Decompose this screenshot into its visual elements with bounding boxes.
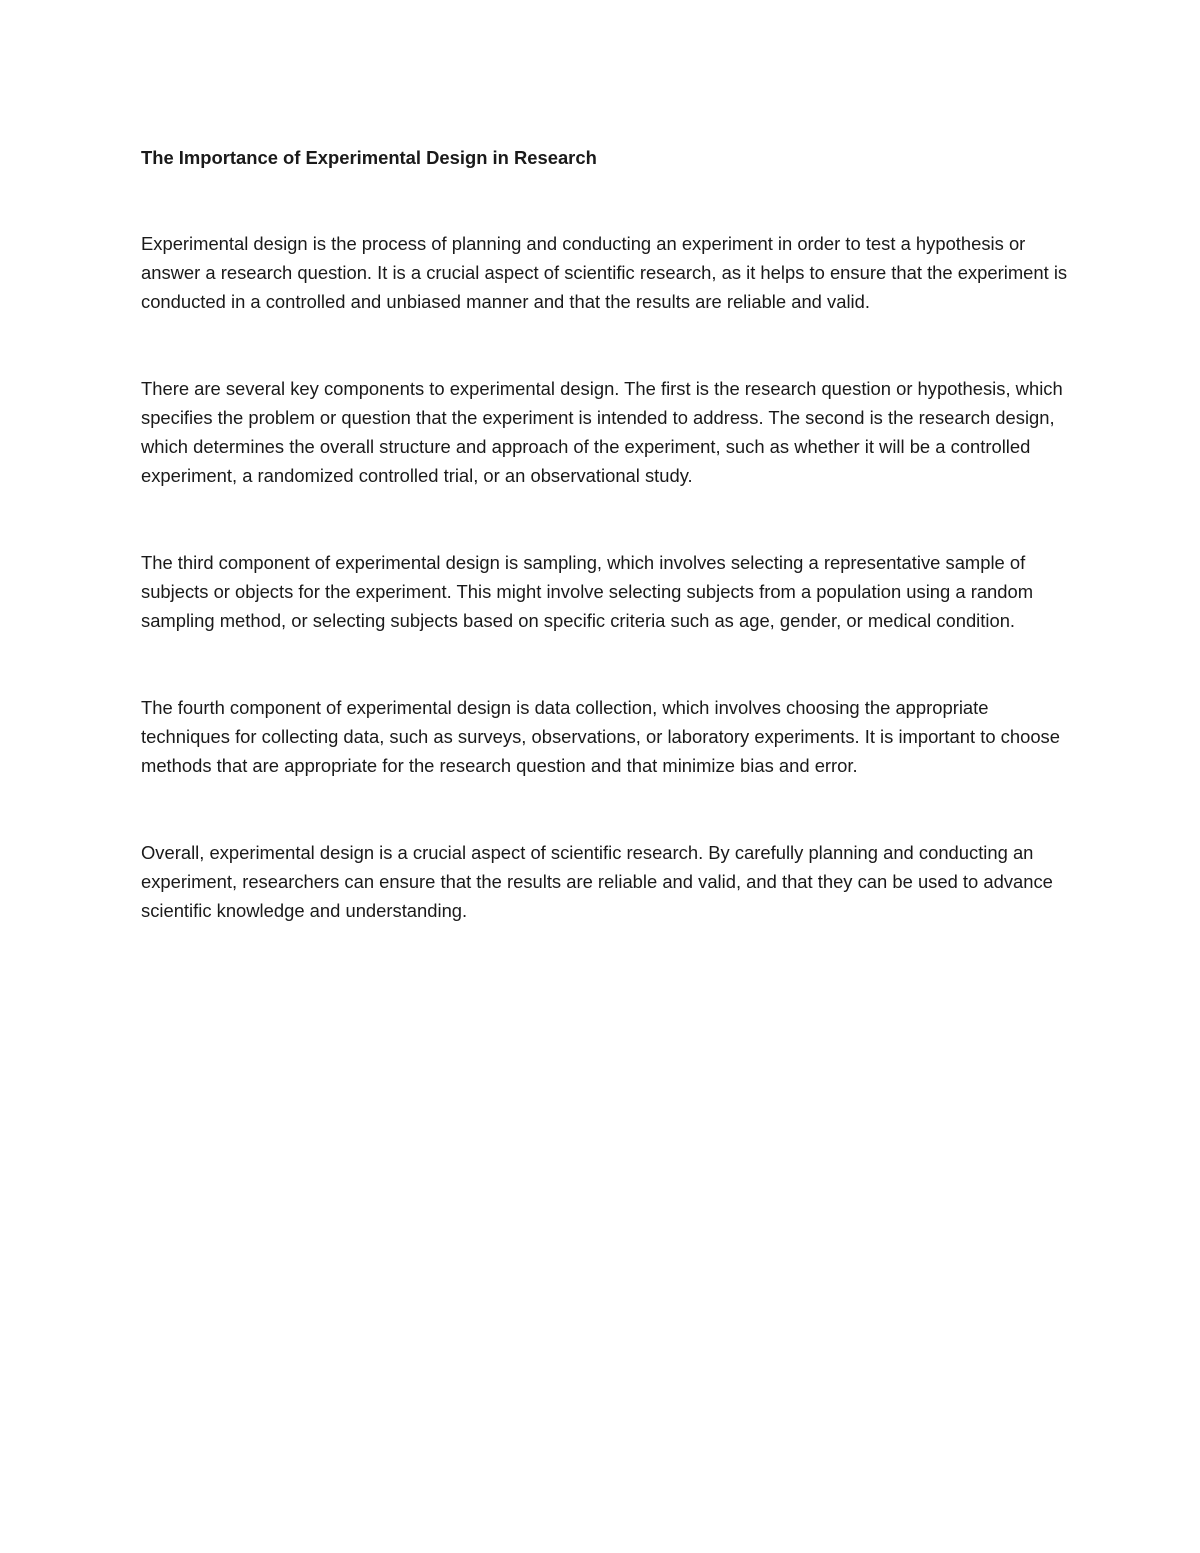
spacer	[141, 316, 1071, 374]
spacer	[141, 172, 1071, 229]
paragraph-4: The fourth component of experimental design is data collection, which involves choosing the appropriate techniques for collecting data, such as surveys, observations, or laboratory experiments. It is important to choose methods that are appropriate for the research question and that minimize bias and error.	[141, 697, 1060, 776]
document-title: The Importance of Experimental Design in Research	[141, 147, 597, 168]
spacer	[141, 490, 1071, 548]
paragraph-3: The third component of experimental design is sampling, which involves selecting a representative sample of subjects or objects for the experiment. This might involve selecting subjects from a population using a random sampling method, or selecting subjects based on specific criteria such as age, gender, or medical condition.	[141, 552, 1034, 631]
spacer	[141, 635, 1071, 693]
paragraph-1: Experimental design is the process of planning and conducting an experiment in order to test a hypothesis or answer a research question. It is a crucial aspect of scientific research, as it helps to ensure that the experiment is conducted in a controlled and unbiased manner and that the results are reliable and valid.	[141, 233, 1068, 312]
paragraph-2: There are several key components to experimental design. The first is the research question or hypothesis, which specifies the problem or question that the experiment is intended to address. The second is the research design, which determines the overall structure and approach of the experiment, such as whether it will be a controlled experiment, a randomized controlled trial, or an observational study.	[141, 378, 1063, 486]
document-body	[141, 143, 1071, 925]
paragraph-5: Overall, experimental design is a crucial aspect of scientific research. By carefully planning and conducting an experiment, researchers can ensure that the results are reliable and valid, and that they can be used to advance scientific knowledge and understanding.	[141, 842, 1053, 921]
spacer	[141, 780, 1071, 838]
